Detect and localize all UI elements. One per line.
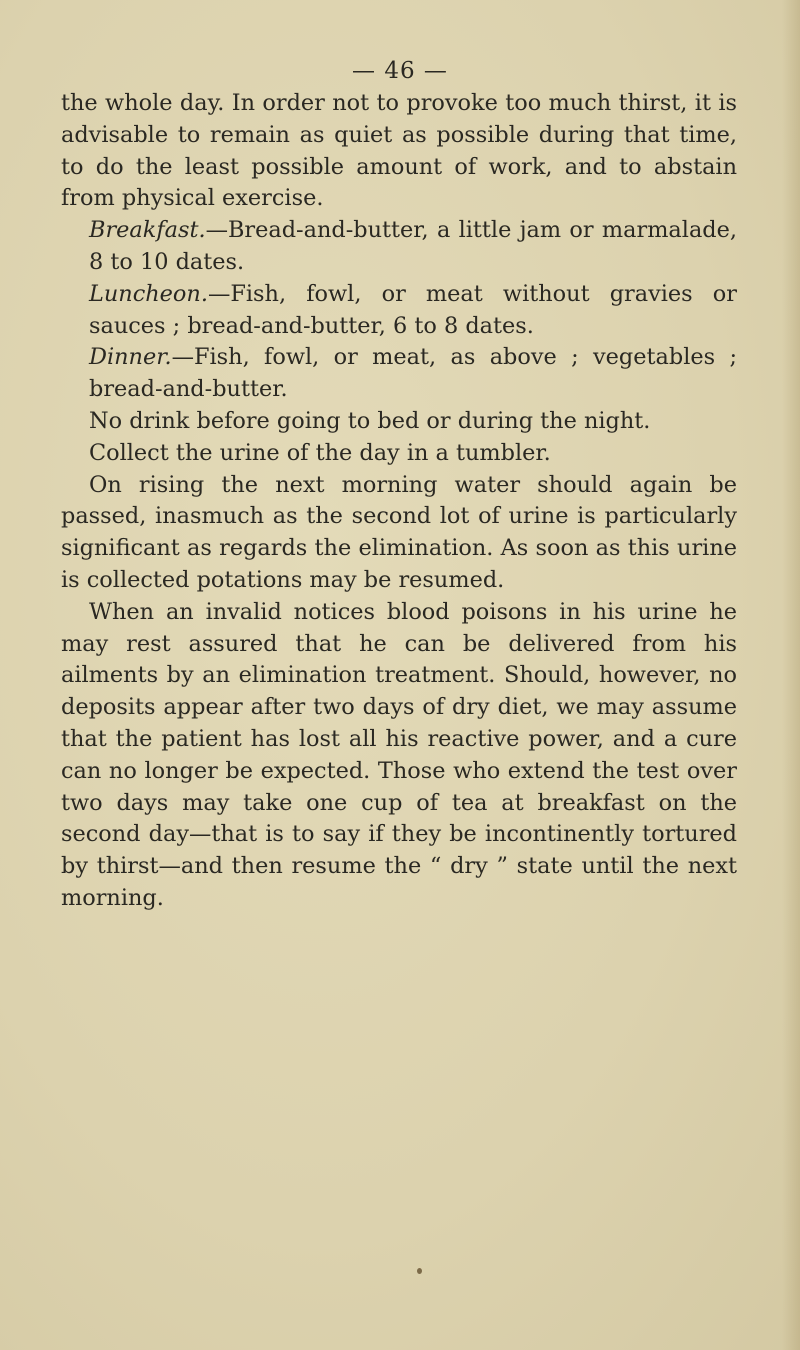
meal-name-breakfast: Breakfast. [89,217,206,244]
meal-dinner [61,342,737,406]
meal-text-luncheon: —Fish, fowl, or meat without gravies or sauces ; bread-and-butter, 6 to 8 dates. [89,280,737,339]
meal-breakfast [61,215,737,279]
meal-luncheon [61,279,737,343]
page-number: — 46 — [352,58,448,84]
paper-speck [417,1268,422,1274]
meal-name-dinner: Dinner. [89,344,172,371]
paragraph-continuation: the whole day. In order not to provoke too much thirst, it is advisable to remain as quiet as possible during that time, to do the least possible amount of work, and to abstain from physical exercise. [61,90,737,212]
paragraph-no-drink: No drink before going to bed or during the night. [89,407,651,434]
paragraph-collect: Collect the urine of the day in a tumbler. [89,439,551,466]
meal-text-dinner: —Fish, fowl, or meat, as above ; vegetables ; bread-and-butter. [89,344,737,403]
meal-name-luncheon: Luncheon. [89,280,208,307]
page-edge-shadow [782,0,800,1350]
body-text [61,88,737,915]
meal-text-breakfast: —Bread-and-butter, a little jam or marmalade, 8 to 10 dates. [89,217,737,275]
paragraph-invalid: When an invalid notices blood poisons in his urine he may rest assured that he can be delivered from his ailments by an elimination treatment. Should, however, no deposits appear after two days of dry diet, we may assume that the patient has lost all his reactive power, and a cure can no longer be expected. Those who extend the test over two days may take one cup of tea at breakfast on the second day—that is to say if they be incontinently tortured by thirst—and then resume the “ dry ” state until the next morning. [61,598,737,911]
paragraph-rising: On rising the next morning water should again be passed, inasmuch as the second lot of urine is particularly significant as regards the elimination. As soon as this urine is collected potations may be resumed. [61,471,737,593]
